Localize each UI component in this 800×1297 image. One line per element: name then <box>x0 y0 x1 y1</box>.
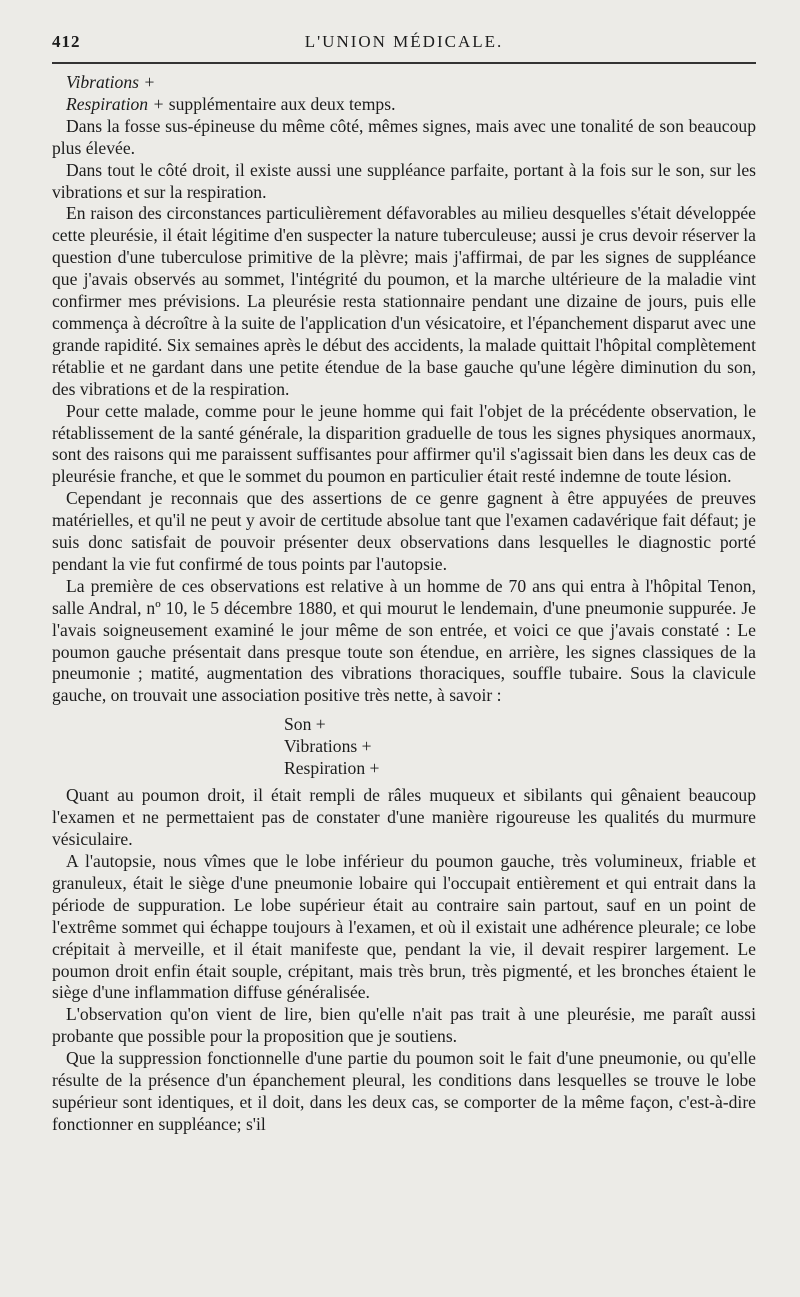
vibrations-line <box>52 72 756 94</box>
body-text <box>52 72 756 1136</box>
page-header <box>52 28 756 58</box>
paragraph-3: En raison des circonstances particulièrement défavorables au milieu desquelles s'était développée cette pleurésie, il était légitime d'en suspecter la nature tuberculeuse; aussi je crus devoir réserver la question d'une tuberculose primitive de la plèvre; mais j'affirmai, de par les signes de suppléance que j'avais observés au sommet, l'intégrité du poumon, et la marche ultérieure de la maladie vint confirmer mes prévisions. La pleurésie resta stationnaire pendant une dizaine de jours, puis elle commença à décroître à la suite de l'application d'un vésicatoire, et l'épanchement disparut avec une grande rapidité. Six semaines après le début des accidents, la malade quittait l'hôpital complètement rétablie et ne gardant dans une petite étendue de la base gauche qu'une légère diminution du son, des vibrations et de la respiration. <box>52 203 756 399</box>
respiration-line <box>52 94 756 116</box>
formula-respiration: Respiration + <box>284 758 380 779</box>
paragraph-2: Dans tout le côté droit, il existe aussi une suppléance parfaite, portant à la fois sur le son, sur les vibrations et sur la respiration. <box>52 159 756 202</box>
header-rule <box>52 62 756 64</box>
running-title: L'UNION MÉDICALE. <box>304 32 504 51</box>
paragraph-6: La première de ces observations est relative à un homme de 70 ans qui entra à l'hôpital Tenon, salle Andral, nº 10, le 5 décembre 1880, et qui mourut le lendemain, d'une pneumonie suppurée. Je l'avais soigneusement examiné le jour même de son entrée, et voici ce que j'avais constaté : Le poumon gauche présentait dans presque toute son étendue, en arrière, les signes classiques de la pneumonie ; matité, augmentation des vibrations thoraciques, souffle tubaire. Sous la clavicule gauche, on trouvait une association positive très nette, à savoir : <box>52 575 756 706</box>
paragraph-8: A l'autopsie, nous vîmes que le lobe inférieur du poumon gauche, très volumineux, friable et granuleux, était le siège d'une pneumonie lobaire qui l'occupait entièrement et qui entrait dans la période de suppuration. Le lobe supérieur était au contraire sain partout, sauf en un point de l'extrême sommet qui échappe toujours à l'examen, et où il existait une adhérence pleurale; ce lobe crépitait à merveille, et il était manifeste que, pendant la vie, il devait respirer largement. Le poumon droit enfin était souple, crépitant, mais très brun, très pigmenté, et les bronches étaient le siège d'une inflammation diffuse généralisée. <box>52 851 756 1003</box>
paragraph-5: Cependant je reconnais que des assertions de ce genre gagnent à être appuyées de preuves matérielles, et qu'il ne peut y avoir de certitude absolue tant que l'examen cadavérique fait défaut; je suis donc satisfait de pouvoir présenter deux observations dans lesquelles le diagnostic porté pendant la vie fut confirmé de tous points par l'autopsie. <box>52 488 756 574</box>
respiration-rest: supplémentaire aux deux temps. <box>164 93 396 114</box>
paragraph-1: Dans la fosse sus-épineuse du même côté, mêmes signes, mais avec une tonalité de son beaucoup plus élevée. <box>52 115 756 158</box>
respiration-label: Respiration + <box>66 93 165 114</box>
paragraph-10: Que la suppression fonctionnelle d'une partie du poumon soit le fait d'une pneumonie, ou qu'elle résulte de la présence d'un épanchement pleural, les conditions dans lesquelles se trouve le lobe supérieur sont identiques, et il doit, dans les deux cas, se comporter de la même façon, c'est-à-dire fonctionner en suppléance; s'il <box>52 1048 756 1134</box>
paragraph-4: Pour cette malade, comme pour le jeune homme qui fait l'objet de la précédente observation, le rétablissement de la santé générale, la disparition graduelle de tous les signes physiques anormaux, sont des raisons qui me paraissent suffisantes pour affirmer qu'il s'agissait bien dans les deux cas de pleurésie franche, et que le sommet du poumon en particulier était resté indemne de toute lésion. <box>52 400 756 487</box>
paragraph-7: Quant au poumon droit, il était rempli de râles muqueux et sibilants qui gênaient beaucoup l'examen et ne permettaient pas de constater d'une manière rigoureuse les qualités du murmure vésiculaire. <box>52 785 756 850</box>
paragraph-9: L'observation qu'on vient de lire, bien qu'elle n'ait pas trait à une pleurésie, me paraît aussi probante que possible pour la proposition que je soutiens. <box>52 1004 756 1047</box>
formula-vibrations: Vibrations + <box>284 736 372 757</box>
sign-formula <box>284 713 756 779</box>
vibrations-label: Vibrations + <box>66 72 156 92</box>
page-number: 412 <box>52 32 81 51</box>
formula-son: Son + <box>284 714 326 735</box>
